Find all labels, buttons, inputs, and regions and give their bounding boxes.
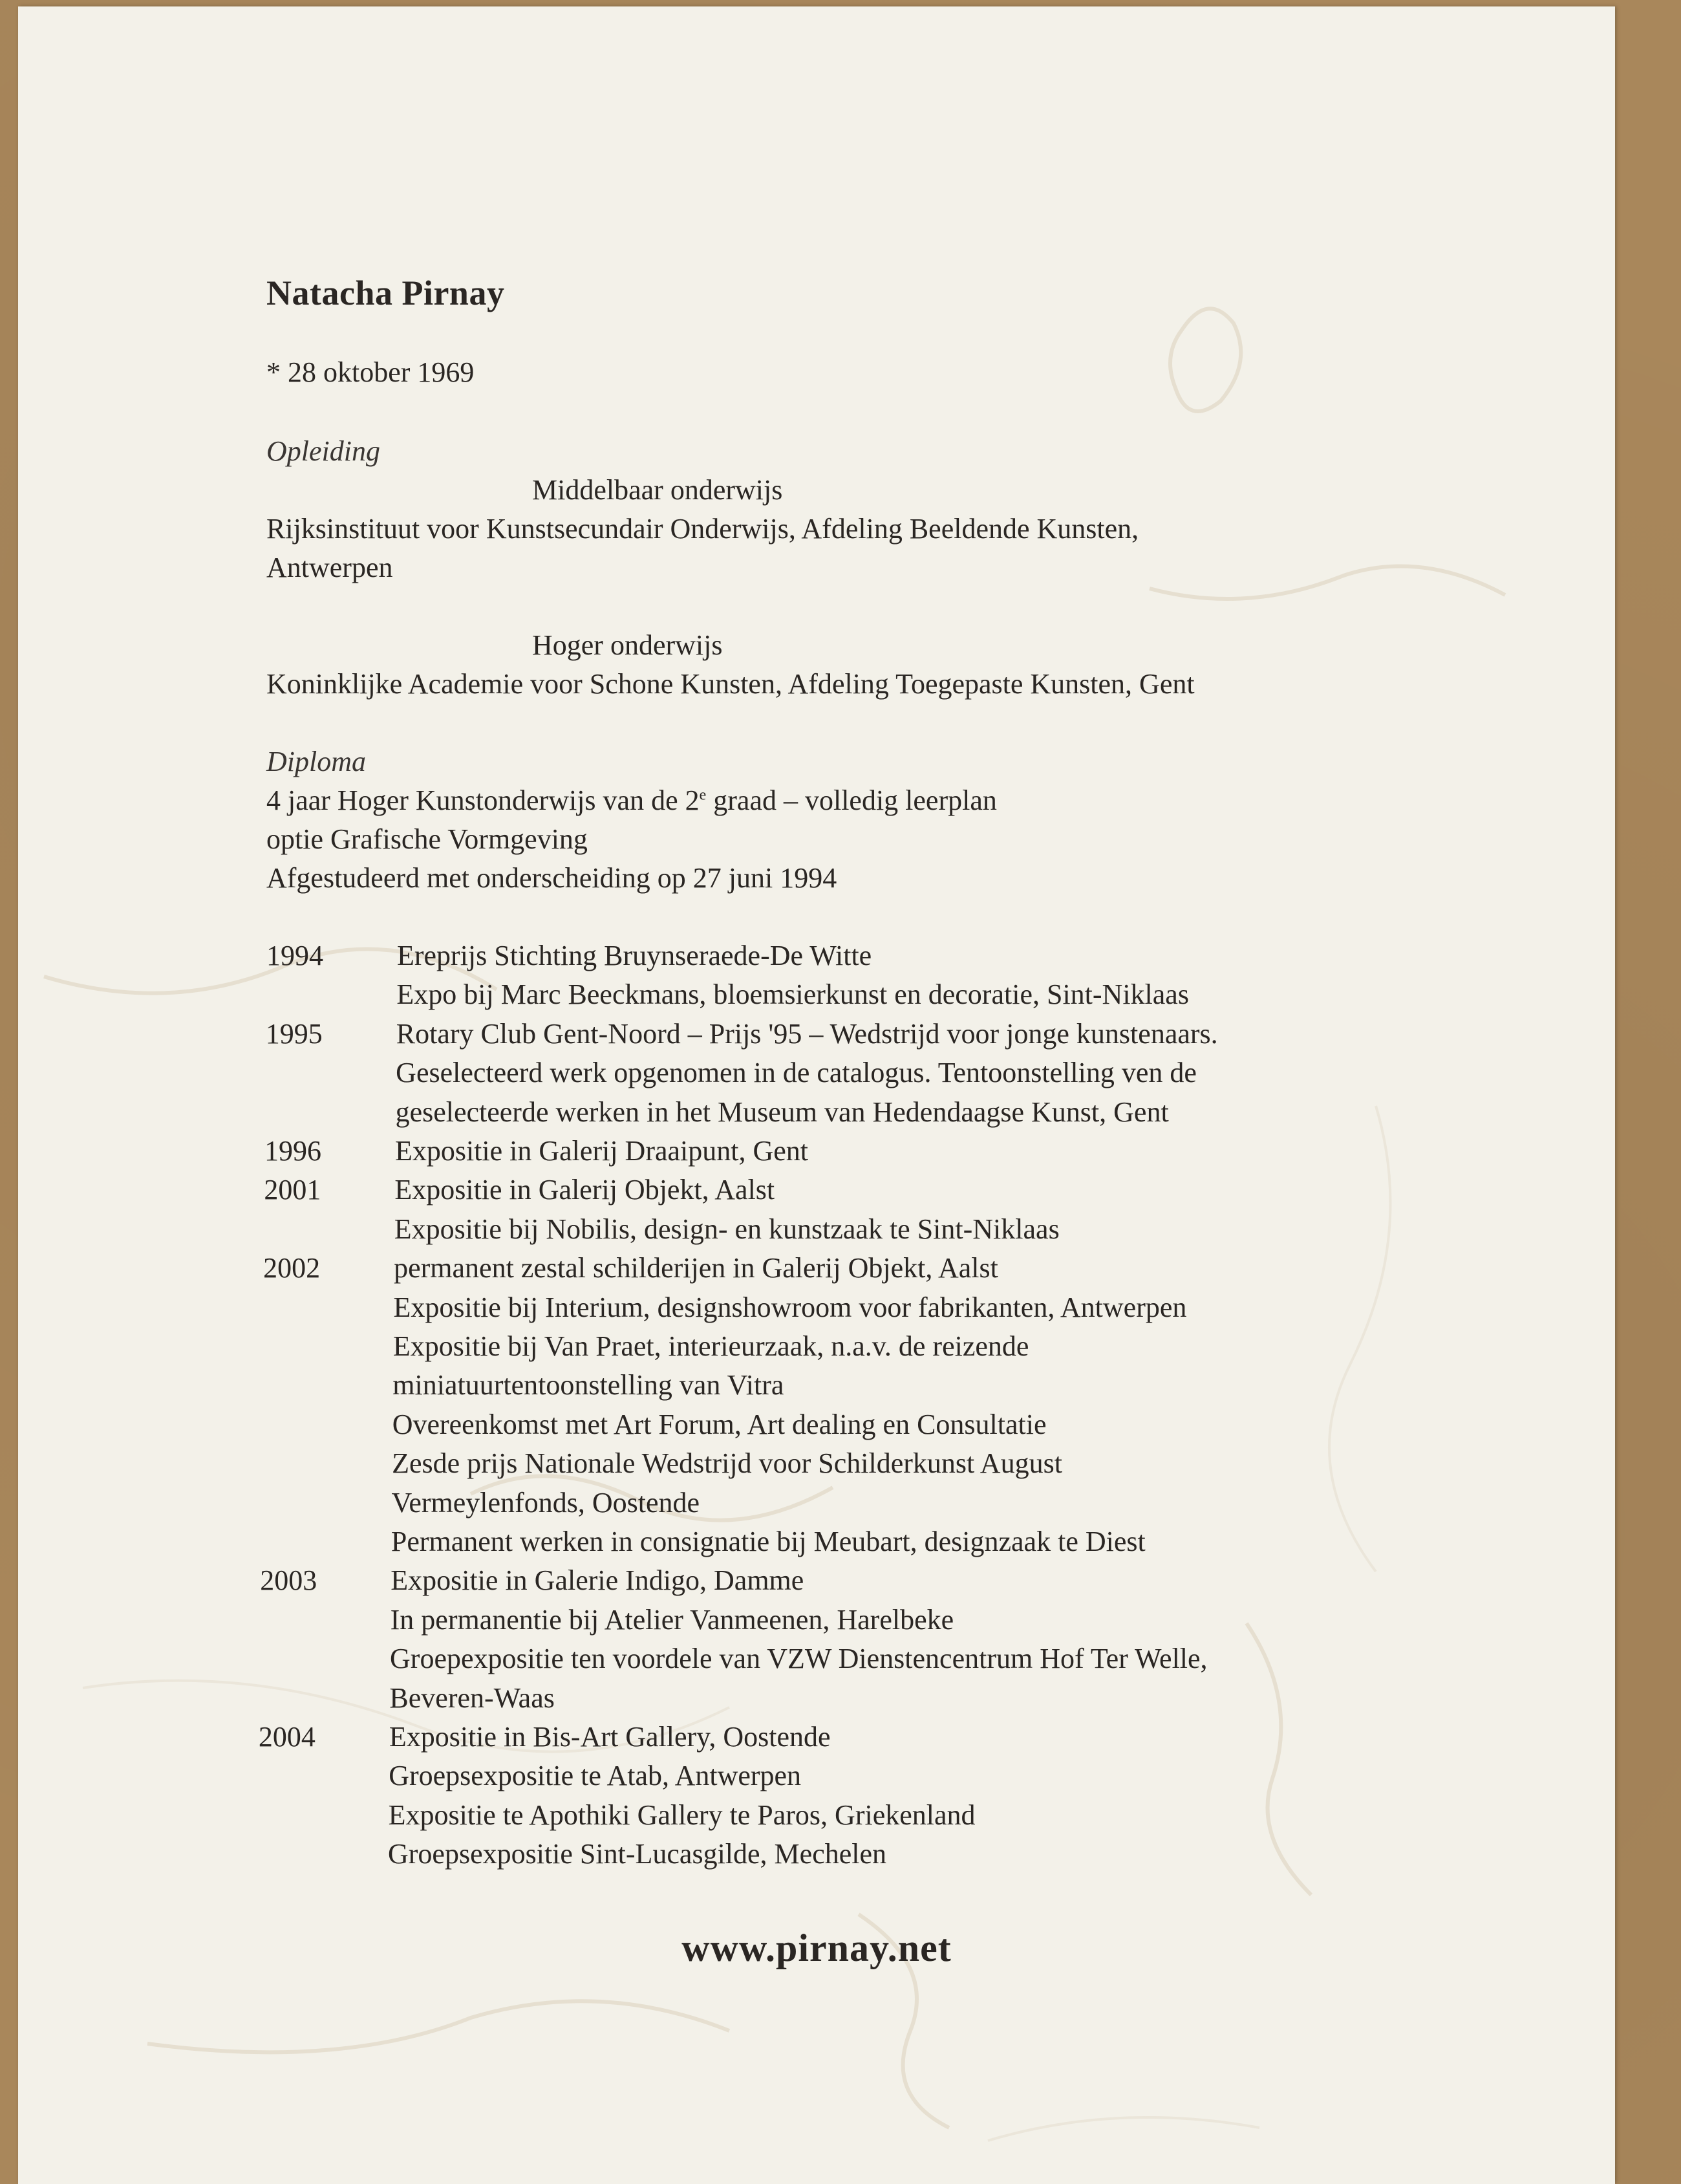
timeline-entry: permanent zestal schilderijen in Galerij Objekt, Aalst xyxy=(394,1252,998,1284)
timeline-entry: In permanentie bij Atelier Vanmeenen, Harelbeke xyxy=(390,1603,954,1636)
timeline-entry: Groepsexpositie Sint-Lucasgilde, Mechelen xyxy=(388,1838,887,1870)
higher-level: Hoger onderwijs xyxy=(532,629,723,661)
timeline-entry: geselecteerde werken in het Museum van Hedendaagse Kunst, Gent xyxy=(395,1096,1169,1128)
timeline-entry: Overeenkomst met Art Forum, Art dealing en Consultatie xyxy=(392,1408,1047,1440)
timeline-year: 2004 xyxy=(258,1721,316,1753)
secondary-school: Rijksinstituut voor Kunstsecundair Onderwijs, Afdeling Beeldende Kunsten, xyxy=(266,513,1139,545)
education-heading: Opleiding xyxy=(266,435,380,467)
timeline-entry: Zesde prijs Nationale Wedstrijd voor Schilderkunst August xyxy=(392,1447,1062,1480)
diploma-line-1 xyxy=(266,784,997,817)
timeline-year: 2003 xyxy=(260,1564,317,1597)
timeline-entry: miniatuurtentoonstelling van Vitra xyxy=(392,1369,784,1401)
timeline-entry: Ereprijs Stichting Bruynseraede-De Witte xyxy=(397,940,872,971)
timeline-entry: Expositie in Galerij Draaipunt, Gent xyxy=(394,1135,809,1167)
timeline-year: 1994 xyxy=(266,940,323,971)
timeline-entry: Vermeylenfonds, Oostende xyxy=(391,1486,700,1519)
timeline-entry: Geselecteerd werk opgenomen in de catalogus. Tentoonstelling ven de xyxy=(396,1057,1197,1089)
timeline-entry: Expositie te Apothiki Gallery te Paros, Griekenland xyxy=(388,1799,976,1831)
timeline-entry: Expositie bij Van Praet, interieurzaak, n.a.v. de reizende xyxy=(392,1330,1029,1362)
higher-school: Koninklijke Academie voor Schone Kunsten, Afdeling Toegepaste Kunsten, Gent xyxy=(266,668,1195,700)
timeline-entry: Expositie in Galerij Objekt, Aalst xyxy=(394,1174,775,1206)
timeline-year: 2001 xyxy=(264,1174,321,1206)
cv-sheet xyxy=(18,6,1615,2184)
secondary-city: Antwerpen xyxy=(266,552,393,583)
diploma-line-1-text: 4 jaar Hoger Kunstonderwijs van de 2 xyxy=(266,784,700,816)
timeline-entry: Expositie bij Nobilis, design- en kunstzaak te Sint-Niklaas xyxy=(394,1213,1060,1245)
timeline-year: 2002 xyxy=(263,1252,321,1284)
secondary-level: Middelbaar onderwijs xyxy=(532,474,783,506)
diploma-line-2: optie Grafische Vormgeving xyxy=(266,823,588,855)
timeline-entry: Expositie bij Interium, designshowroom voor fabrikanten, Antwerpen xyxy=(393,1291,1187,1323)
diploma-superscript: e xyxy=(699,786,707,804)
timeline-year: 1996 xyxy=(264,1135,321,1167)
timeline-entry: Beveren-Waas xyxy=(389,1681,555,1714)
timeline-entry: Groepexpositie ten voordele van VZW Dienstencentrum Hof Ter Welle, xyxy=(390,1643,1208,1675)
birth-date: * 28 oktober 1969 xyxy=(266,356,475,388)
timeline-entry: Permanent werken in consignatie bij Meubart, designzaak te Diest xyxy=(391,1526,1146,1557)
diploma-line-1-end: graad – volledig leerplan xyxy=(706,784,997,816)
website-url[interactable]: www.pirnay.net xyxy=(681,1927,952,1969)
diploma-line-3: Afgestudeerd met onderscheiding op 27 juni 1994 xyxy=(266,862,837,894)
timeline-entry: Expositie in Bis-Art Gallery, Oostende xyxy=(389,1721,831,1753)
cv-content xyxy=(18,6,1615,2184)
timeline-entry: Groepsexpositie te Atab, Antwerpen xyxy=(389,1760,802,1792)
diploma-heading: Diploma xyxy=(266,746,366,777)
timeline-year: 1995 xyxy=(265,1017,323,1050)
timeline-entry: Rotary Club Gent-Noord – Prijs '95 – Wedstrijd voor jonge kunstenaars. xyxy=(396,1017,1218,1050)
timeline-entry: Expositie in Galerie Indigo, Damme xyxy=(391,1564,804,1597)
timeline-entry: Expo bij Marc Beeckmans, bloemsierkunst en decoratie, Sint-Niklaas xyxy=(396,978,1189,1011)
person-name: Natacha Pirnay xyxy=(266,274,505,312)
